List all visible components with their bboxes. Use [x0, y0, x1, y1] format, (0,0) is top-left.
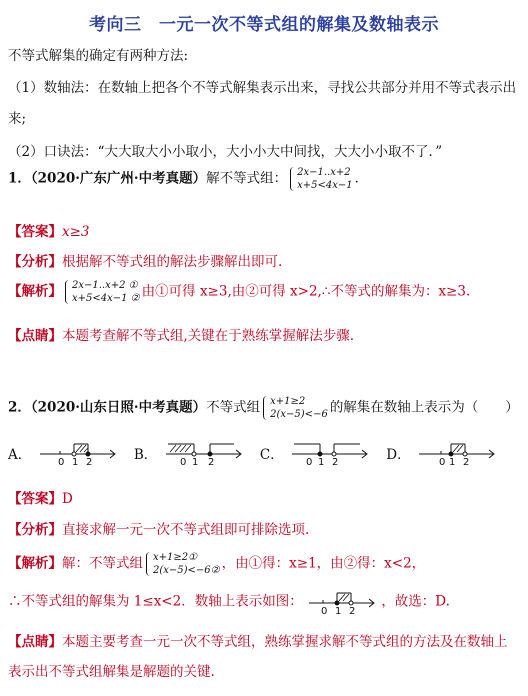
q2-solution-pre: 解：不等式组 [62, 555, 143, 572]
q1-solution-text: 由①可得 x≥3,由②可得 x>2,∴不等式的解集为：x≥3. [141, 283, 471, 300]
q2-answer-tag: 【答案】 [8, 491, 62, 507]
option-c-number-line [290, 440, 370, 466]
option-c-tick-2: 2 [332, 457, 339, 466]
option-d[interactable] [386, 440, 497, 466]
q2-solution [8, 551, 425, 577]
q2-solution-line2-pre: ∴不等式组的解集为 1≤x<2．数轴上表示如图： [8, 593, 303, 610]
q2-solution-tag: 【解析】 [8, 555, 62, 572]
sol-tick-0: 0 [321, 606, 328, 615]
option-b-tick-2: 2 [207, 457, 214, 466]
option-d-number-line [417, 440, 497, 466]
option-a-tick-0: 0 [57, 457, 64, 466]
option-d-tick-1: 1 [448, 457, 456, 466]
q2-analysis-text: 直接求解一元一次不等式组即可排除选项. [62, 522, 310, 538]
q1-system-line-2: x+5<4x−1 [297, 180, 353, 191]
q2-system-line-2: 2(x−5)<−6 [270, 409, 328, 420]
q1-source: （2020·广东广州·中考真题） [30, 170, 207, 187]
q1-answer-value: x≥3 [62, 224, 90, 240]
question-2 [8, 395, 519, 421]
option-a[interactable] [8, 440, 118, 466]
q2-solution-system-line-1: x+1≥2① [153, 552, 198, 563]
q1-comment-text: 本题考查解不等式组,关键在于熟练掌握解法步骤. [62, 328, 355, 344]
q2-answer-value: D [62, 491, 73, 507]
q2-solution-system-line-2: 2(x−5)<−6② [153, 565, 220, 576]
q1-number: 1． [8, 170, 31, 187]
option-c-letter: C． [259, 447, 284, 463]
q2-number: 2． [8, 399, 31, 416]
q1-solution-system-line-2: x+5<4x−1 ② [72, 293, 140, 304]
page-title: 考向三 一元一次不等式组的解集及数轴表示 [89, 15, 439, 35]
question-1 [8, 166, 368, 192]
q2-answer [8, 487, 73, 507]
q1-text: 解不等式组： [206, 170, 288, 187]
q1-analysis-text: 根据解不等式组的解法步骤解出即可. [62, 254, 283, 270]
option-d-letter: D． [386, 447, 411, 463]
option-b-number-line [164, 440, 244, 466]
q2-solution-system [145, 551, 220, 577]
q2-solution-post: ，由①得：x≥1，由②得：x<2， [221, 555, 426, 572]
option-b-tick-0: 0 [179, 457, 186, 466]
q2-solution-line-2 [8, 589, 450, 615]
q1-analysis-tag: 【分析】 [8, 254, 62, 270]
option-b-letter: B． [133, 447, 158, 463]
intro-line-2: （1）数轴法：在数轴上把各个不等式解集表示出来，寻找公共部分并用不等式表示出 [8, 80, 517, 96]
intro-line-3: 来; [8, 111, 27, 127]
q1-solution-system-line-1: 2x−1..x+2 ① [72, 280, 138, 291]
option-c-tick-1: 1 [318, 457, 325, 466]
q1-system-line-1: 2x−1..x+2 [297, 167, 351, 178]
q2-options [8, 440, 509, 466]
q2-analysis [8, 518, 309, 538]
q2-text-after: 的解集在数轴上表示为（ ） [329, 399, 519, 416]
q2-solution-line2-post: ，故选：D. [381, 593, 450, 610]
q1-inequality-system [289, 166, 353, 192]
sol-tick-2: 2 [349, 606, 356, 615]
intro-line-4: （2）口诀法：“大大取大小小取小，大小小大中间找，大大小小取不了．” [8, 144, 443, 160]
q1-solution-system [64, 279, 140, 305]
option-d-tick-2: 2 [462, 457, 470, 466]
q2-inequality-system [262, 395, 328, 421]
q2-comment-text-1: 本题主要考查一元一次不等式组，熟练掌握求解不等式组的方法及在数轴上 [62, 634, 508, 650]
option-b-tick-1: 1 [191, 457, 198, 466]
q2-comment-tag: 【点睛】 [8, 634, 62, 650]
option-a-number-line [38, 440, 118, 466]
q1-comment-tag: 【点睛】 [8, 328, 62, 344]
option-b[interactable] [134, 440, 244, 466]
option-d-tick-0: 0 [438, 457, 446, 466]
option-a-letter: A． [8, 447, 32, 463]
option-c[interactable] [260, 440, 370, 466]
q2-text-before: 不等式组 [206, 399, 261, 416]
q2-source: （2020·山东日照·中考真题） [30, 399, 207, 416]
q1-answer-tag: 【答案】 [8, 224, 62, 240]
q2-analysis-tag: 【分析】 [8, 522, 62, 538]
q1-end: ． [354, 170, 369, 187]
intro-line-1: 不等式解集的确定有两种方法: [8, 48, 189, 64]
option-a-tick-2: 2 [85, 457, 92, 466]
q1-answer [8, 220, 90, 240]
q1-solution [8, 279, 470, 305]
q2-solution-number-line [307, 589, 377, 615]
q1-analysis [8, 250, 282, 270]
q1-solution-tag: 【解析】 [8, 283, 62, 300]
q2-comment-line-2: 表示出不等式组解集是解题的关键. [8, 664, 215, 680]
q2-comment [8, 630, 508, 650]
q2-system-line-1: x+1≥2 [270, 396, 306, 407]
q1-comment [8, 324, 354, 344]
option-a-tick-1: 1 [71, 457, 78, 466]
sol-tick-1: 1 [335, 606, 342, 615]
option-c-tick-0: 0 [306, 457, 313, 466]
